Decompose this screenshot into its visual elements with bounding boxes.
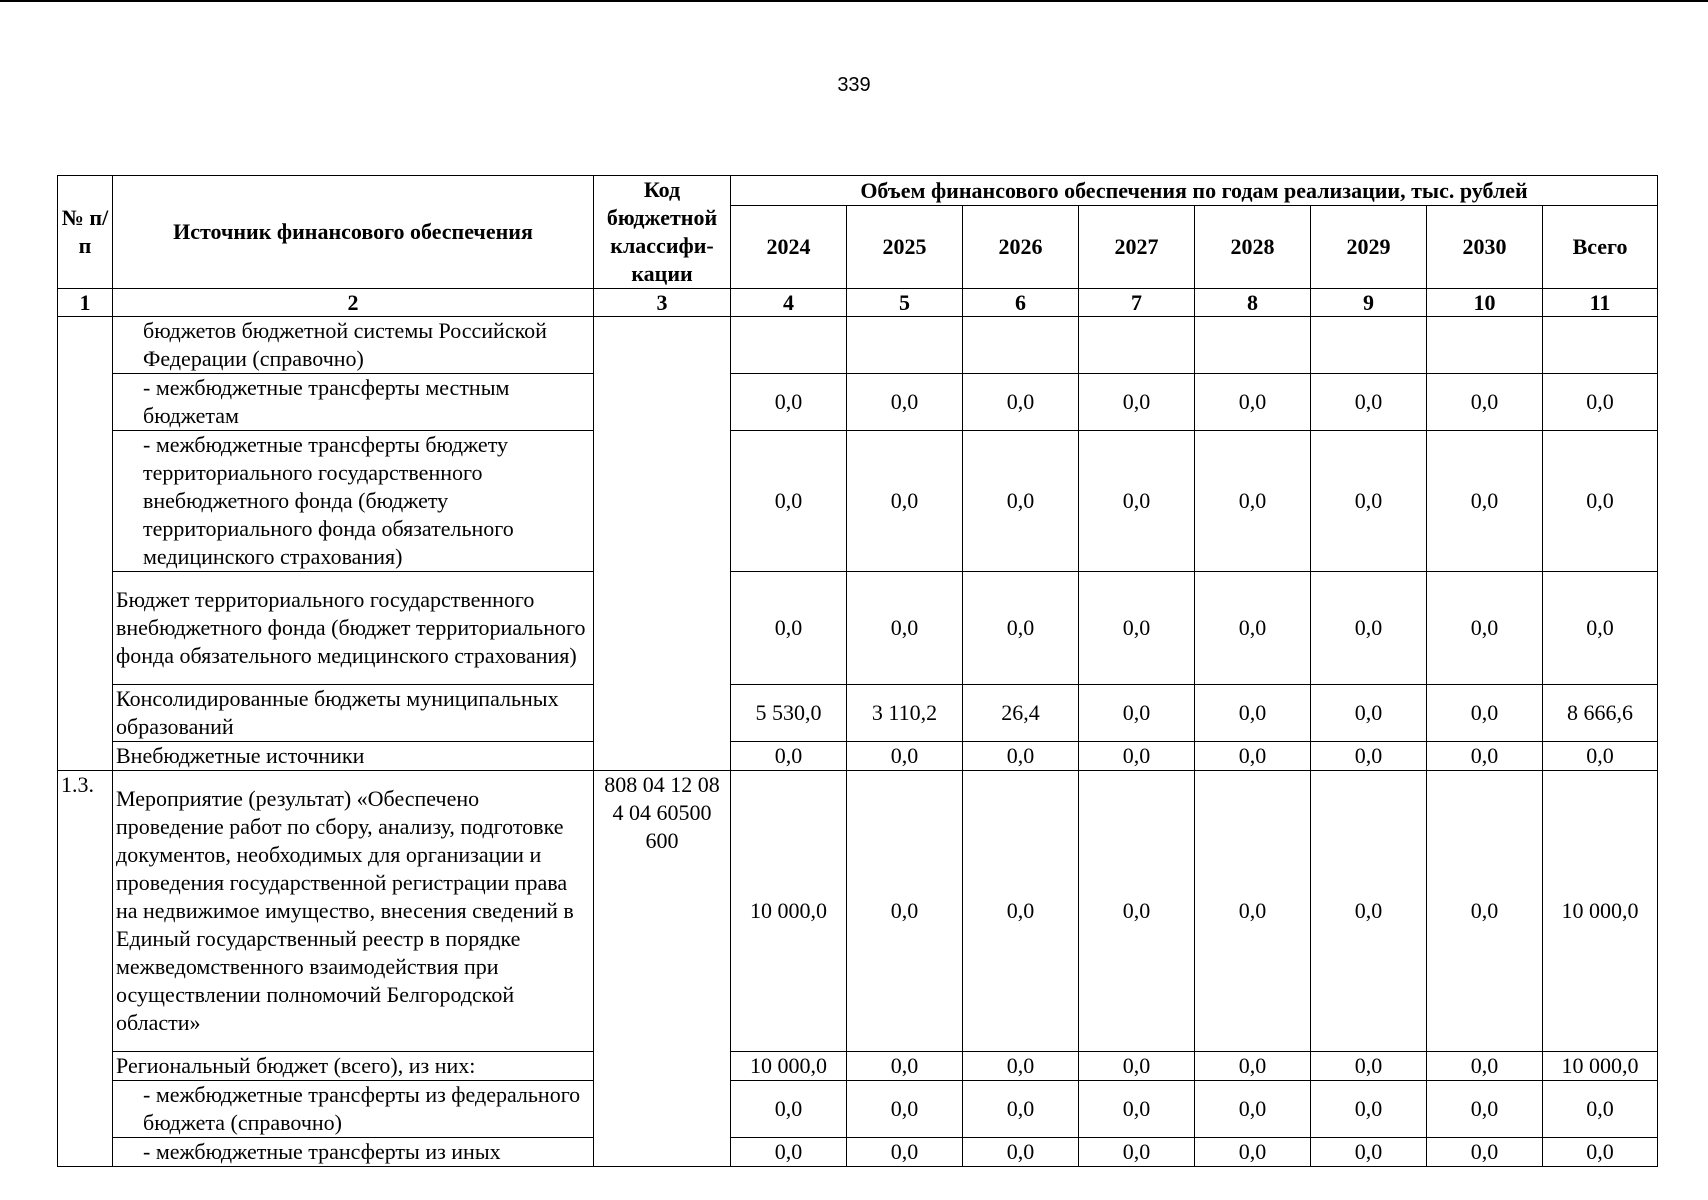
value-cell: 0,0 — [731, 431, 847, 572]
value-cell: 0,0 — [1427, 374, 1543, 431]
column-number: 11 — [1543, 289, 1658, 317]
page-number: 339 — [837, 74, 871, 96]
value-cell: 0,0 — [1427, 1081, 1543, 1138]
table-row — [58, 1138, 1658, 1167]
value-cell: 0,0 — [1311, 1052, 1427, 1081]
top-rule — [0, 0, 1708, 2]
value-cell: 8 666,6 — [1543, 685, 1658, 742]
row-source: Внебюджетные источники — [113, 742, 594, 771]
header-year: 2027 — [1079, 206, 1195, 289]
value-cell: 0,0 — [1079, 572, 1195, 685]
value-cell: 0,0 — [1079, 742, 1195, 771]
financing-table — [57, 175, 1658, 1167]
value-cell: 0,0 — [1543, 1138, 1658, 1167]
value-cell: 0,0 — [1543, 742, 1658, 771]
value-cell: 0,0 — [1195, 1052, 1311, 1081]
column-number: 9 — [1311, 289, 1427, 317]
value-cell: 0,0 — [1311, 572, 1427, 685]
value-cell: 0,0 — [1427, 742, 1543, 771]
row-source: Региональный бюджет (всего), из них: — [113, 1052, 594, 1081]
value-cell: 5 530,0 — [731, 685, 847, 742]
column-number: 10 — [1427, 289, 1543, 317]
table-row — [58, 317, 1658, 374]
value-cell: 0,0 — [1311, 685, 1427, 742]
value-cell: 0,0 — [731, 1081, 847, 1138]
table-row — [58, 572, 1658, 685]
column-number: 4 — [731, 289, 847, 317]
value-cell: 0,0 — [963, 1052, 1079, 1081]
value-cell: 0,0 — [847, 771, 963, 1052]
value-cell: 0,0 — [1427, 431, 1543, 572]
value-cell: 0,0 — [1311, 1138, 1427, 1167]
value-cell — [963, 317, 1079, 374]
column-number: 1 — [58, 289, 113, 317]
header-year: 2029 — [1311, 206, 1427, 289]
value-cell — [1195, 317, 1311, 374]
value-cell: 0,0 — [1079, 431, 1195, 572]
value-cell: 0,0 — [1195, 374, 1311, 431]
value-cell: 0,0 — [1427, 572, 1543, 685]
value-cell: 0,0 — [1543, 431, 1658, 572]
value-cell: 0,0 — [1543, 1081, 1658, 1138]
value-cell: 0,0 — [1311, 374, 1427, 431]
value-cell: 0,0 — [1195, 1081, 1311, 1138]
column-number: 6 — [963, 289, 1079, 317]
value-cell: 0,0 — [963, 572, 1079, 685]
value-cell: 0,0 — [963, 771, 1079, 1052]
value-cell: 0,0 — [731, 374, 847, 431]
table-row — [58, 1081, 1658, 1138]
value-cell: 0,0 — [963, 742, 1079, 771]
value-cell: 0,0 — [1079, 771, 1195, 1052]
row-index: 1.3. — [58, 771, 113, 1167]
value-cell: 0,0 — [1195, 685, 1311, 742]
value-cell: 10 000,0 — [731, 1052, 847, 1081]
value-cell: 0,0 — [1195, 1138, 1311, 1167]
header-total: Всего — [1543, 206, 1658, 289]
value-cell: 0,0 — [1079, 1081, 1195, 1138]
value-cell: 3 110,2 — [847, 685, 963, 742]
value-cell: 0,0 — [963, 431, 1079, 572]
value-cell: 0,0 — [847, 742, 963, 771]
value-cell: 0,0 — [731, 1138, 847, 1167]
header-year: 2030 — [1427, 206, 1543, 289]
value-cell — [1079, 317, 1195, 374]
value-cell: 0,0 — [847, 374, 963, 431]
row-code — [594, 317, 731, 771]
value-cell: 0,0 — [963, 374, 1079, 431]
value-cell: 0,0 — [731, 742, 847, 771]
value-cell: 0,0 — [1311, 771, 1427, 1052]
value-cell: 0,0 — [1079, 685, 1195, 742]
value-cell: 0,0 — [1427, 771, 1543, 1052]
header-year: 2025 — [847, 206, 963, 289]
table-row — [58, 431, 1658, 572]
value-cell: 0,0 — [1311, 1081, 1427, 1138]
value-cell: 0,0 — [1427, 685, 1543, 742]
row-source: бюджетов бюджетной системы Российской Федерации (справочно) — [113, 317, 594, 374]
header-year: 2024 — [731, 206, 847, 289]
value-cell — [847, 317, 963, 374]
row-source: Консолидированные бюджеты муниципальных образований — [113, 685, 594, 742]
value-cell: 0,0 — [1079, 374, 1195, 431]
value-cell: 0,0 — [731, 572, 847, 685]
row-source: - межбюджетные трансферты из иных — [113, 1138, 594, 1167]
header-code: Код бюджетной классифи-кации — [594, 176, 731, 289]
value-cell: 0,0 — [847, 431, 963, 572]
value-cell: 0,0 — [1079, 1138, 1195, 1167]
table-row — [58, 742, 1658, 771]
row-source: - межбюджетные трансферты из федерального бюджета (справочно) — [113, 1081, 594, 1138]
value-cell — [731, 317, 847, 374]
value-cell: 0,0 — [1195, 771, 1311, 1052]
header-num: № п/п — [58, 176, 113, 289]
value-cell: 10 000,0 — [1543, 1052, 1658, 1081]
value-cell — [1311, 317, 1427, 374]
value-cell: 0,0 — [1311, 431, 1427, 572]
column-number: 3 — [594, 289, 731, 317]
table-row — [58, 685, 1658, 742]
column-number: 5 — [847, 289, 963, 317]
value-cell: 0,0 — [1195, 572, 1311, 685]
row-source: - межбюджетные трансферты местным бюджетам — [113, 374, 594, 431]
table-row — [58, 374, 1658, 431]
value-cell: 0,0 — [1195, 742, 1311, 771]
value-cell: 0,0 — [1311, 742, 1427, 771]
value-cell: 0,0 — [847, 572, 963, 685]
column-number: 7 — [1079, 289, 1195, 317]
value-cell: 26,4 — [963, 685, 1079, 742]
value-cell: 0,0 — [963, 1081, 1079, 1138]
header-year: 2026 — [963, 206, 1079, 289]
value-cell: 0,0 — [847, 1138, 963, 1167]
table-row — [58, 771, 1658, 1052]
value-cell: 0,0 — [847, 1052, 963, 1081]
table-row — [58, 1052, 1658, 1081]
row-source: Бюджет территориального государственного внебюджетного фонда (бюджет территориального фонда обязательного медицинского страхования) — [113, 572, 594, 685]
row-source: - межбюджетные трансферты бюджету территориального государственного внебюджетного фонда (бюджету территориального фонда обязательного медицинского страхования) — [113, 431, 594, 572]
value-cell: 0,0 — [963, 1138, 1079, 1167]
header-year: 2028 — [1195, 206, 1311, 289]
value-cell — [1427, 317, 1543, 374]
value-cell: 0,0 — [847, 1081, 963, 1138]
value-cell: 0,0 — [1543, 374, 1658, 431]
header-source: Источник финансового обеспечения — [113, 176, 594, 289]
value-cell: 0,0 — [1427, 1138, 1543, 1167]
value-cell: 0,0 — [1195, 431, 1311, 572]
row-code: 808 04 12 08 4 04 60500 600 — [594, 771, 731, 1167]
header-volume: Объем финансового обеспечения по годам реализации, тыс. рублей — [731, 176, 1658, 206]
column-number: 2 — [113, 289, 594, 317]
value-cell: 0,0 — [1427, 1052, 1543, 1081]
value-cell: 0,0 — [1079, 1052, 1195, 1081]
value-cell: 10 000,0 — [731, 771, 847, 1052]
value-cell — [1543, 317, 1658, 374]
row-source: Мероприятие (результат) «Обеспечено проведение работ по сбору, анализу, подготовке документов, необходимых для организации и проведения государственной регистрации права на недвижимое имущество, внесения сведений в Единый государственный реестр в порядке межведомственного взаимодействия при осуществлении полномочий Белгородской области» — [113, 771, 594, 1052]
value-cell: 10 000,0 — [1543, 771, 1658, 1052]
value-cell: 0,0 — [1543, 572, 1658, 685]
row-index — [58, 317, 113, 771]
column-number: 8 — [1195, 289, 1311, 317]
